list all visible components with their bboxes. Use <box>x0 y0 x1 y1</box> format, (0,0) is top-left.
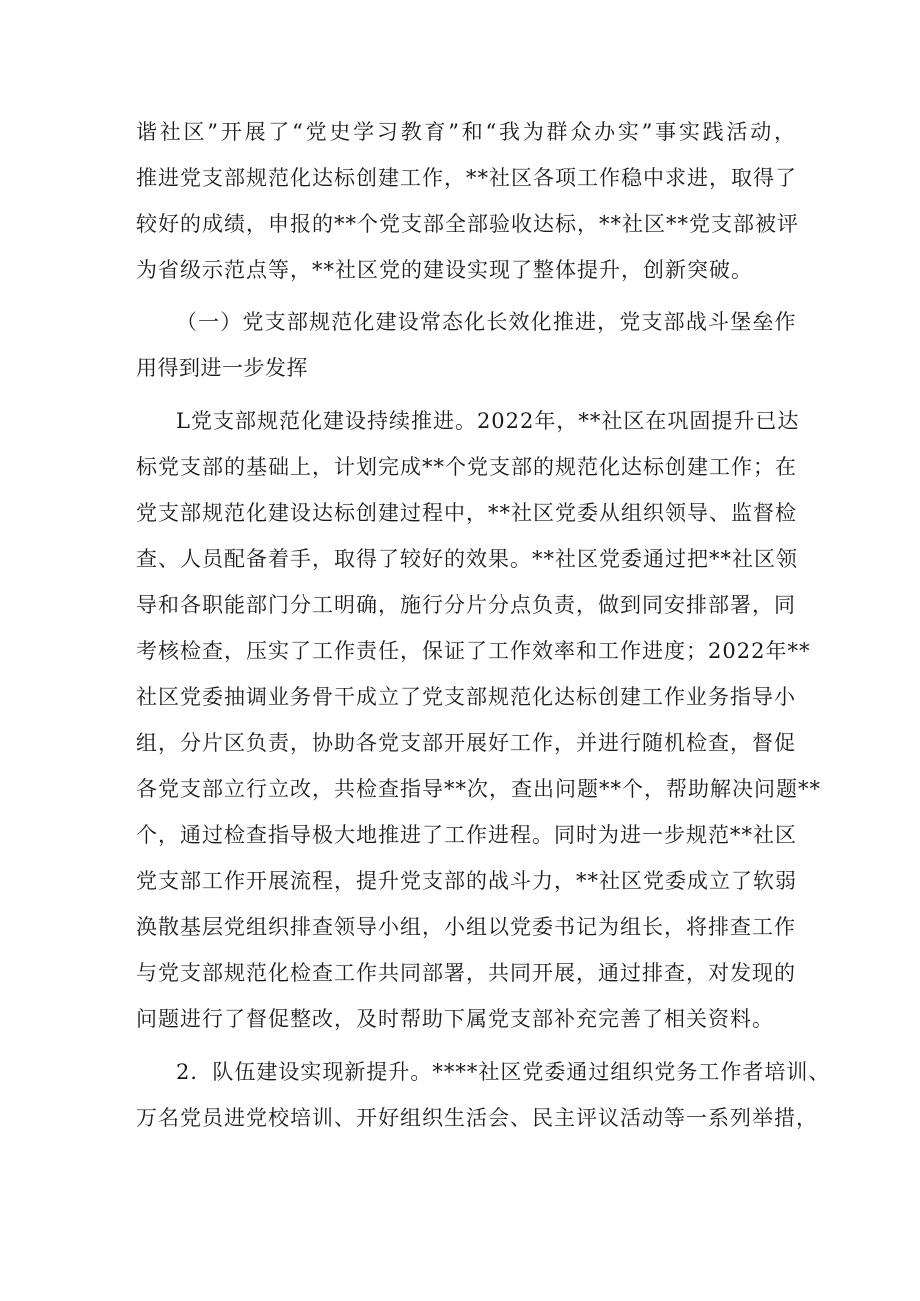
paragraph-2-line: 导和各职能部门分工明确，施行分片分点负责，做到同安排部署，同 <box>136 593 796 617</box>
paragraph-2-line: 党支部规范化建设达标创建过程中，**社区党委从组织领导、监督检 <box>136 501 797 525</box>
paragraph-2-line: 问题进行了督促整改，及时帮助下属党支部补充完善了相关资料。 <box>136 1007 774 1031</box>
paragraph-2-line: 涣散基层党组织排查领导小组，小组以党委书记为组长，将排查工作 <box>136 915 796 939</box>
paragraph-2-line: 与党支部规范化检查工作共同部署，共同开展，通过排查，对发现的 <box>136 961 796 985</box>
paragraph-2-line: 个，通过检查指导极大地推进了工作进程。同时为进一步规范**社区 <box>136 823 797 847</box>
paragraph-1-line: 推进党支部规范化达标创建工作，**社区各项工作稳中求进，取得了 <box>136 166 797 190</box>
paragraph-2-line: 党支部工作开展流程，提升党支部的战斗力，**社区党委成立了软弱 <box>136 869 797 893</box>
paragraph-2-line: 查、人员配备着手，取得了较好的效果。**社区党委通过把**社区领 <box>136 547 798 571</box>
paragraph-2-line: 组，分片区负责，协助各党支部开展好工作，并进行随机检查，督促 <box>136 731 796 755</box>
paragraph-3-line: 万名党员进党校培训、开好组织生活会、民主评议活动等一系列举措， <box>136 1106 818 1130</box>
paragraph-2-line: 标党支部的基础上，计划完成**个党支部的规范化达标创建工作；在 <box>136 455 797 479</box>
paragraph-1-line: 谐社区”开展了“党史学习教育”和“我为群众办实”事实践活动， <box>136 120 796 144</box>
section-heading-line: （一）党支部规范化建设常态化长效化推进，党支部战斗堡垒作 <box>176 310 796 334</box>
paragraph-2-line: L党支部规范化建设持续推进。2022年，**社区在巩固提升已达 <box>176 409 800 433</box>
paragraph-1-line: 为省级示范点等，**社区党的建设实现了整体提升，创新突破。 <box>136 258 753 282</box>
paragraph-1-line: 较好的成绩，申报的**个党支部全部验收达标，**社区**党支部被评 <box>136 212 799 236</box>
paragraph-3-line: 2．队伍建设实现新提升。****社区党委通过组织党务工作者培训、 <box>176 1060 831 1084</box>
paragraph-2-line: 各党支部立行立改，共检查指导**次，查出问题**个，帮助解决问题** <box>136 777 821 801</box>
paragraph-2-line: 考核检查，压实了工作责任，保证了工作效率和工作进度；2022年** <box>136 639 811 663</box>
paragraph-2-line: 社区党委抽调业务骨干成立了党支部规范化达标创建工作业务指导小 <box>136 685 796 709</box>
section-heading-line: 用得到进一步发挥 <box>136 356 308 380</box>
